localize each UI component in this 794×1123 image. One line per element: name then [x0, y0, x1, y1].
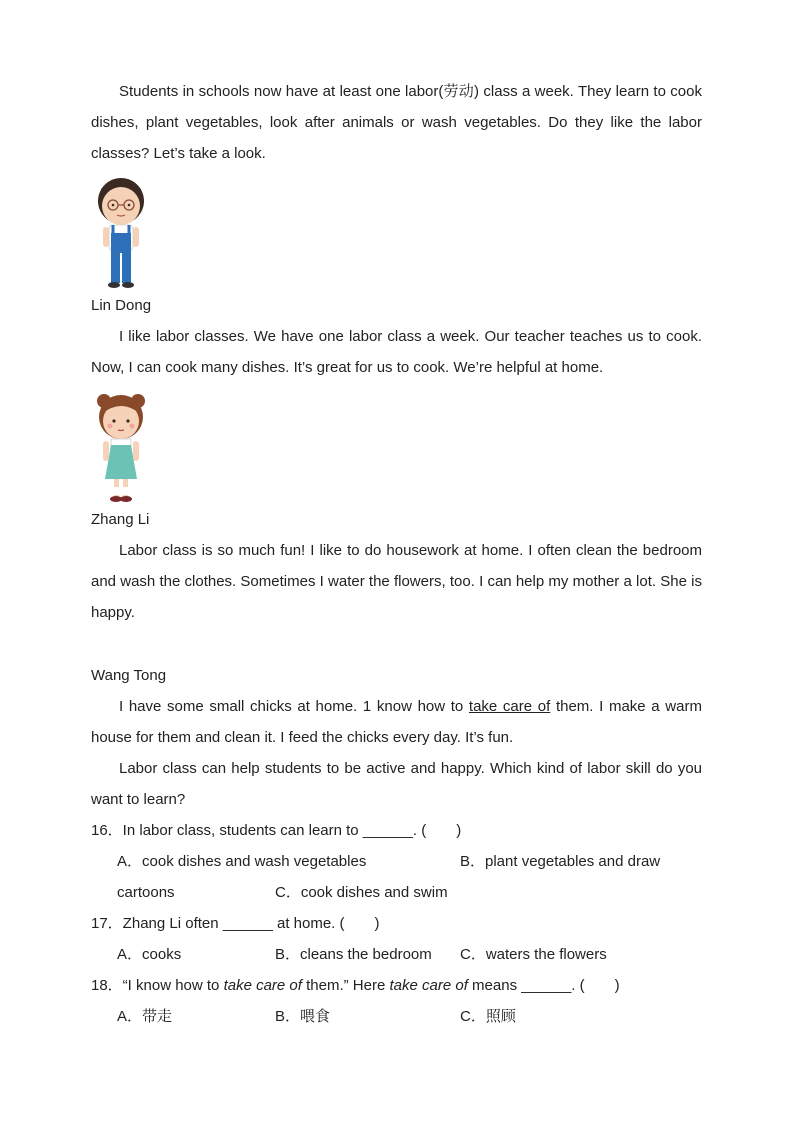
girl-illustration — [91, 389, 151, 504]
option-a[interactable]: A．cook dishes and wash vegetables — [117, 853, 367, 870]
question-16-options — [117, 846, 702, 908]
text-segment: 18．“I know how to — [91, 977, 224, 994]
intro-paragraph: Students in schools now have at least one labor(劳动) class a week. They learn to cook dishes, plant vegetables, look after animals or wash vegetables. Do they like the labor classes? Let’s take a look. — [91, 83, 702, 162]
question-17-stem: 17．Zhang Li often ______ at home. ( ) — [91, 915, 380, 932]
speaker-name: Wang Tong — [91, 667, 167, 684]
italic-phrase: take care of — [389, 977, 468, 994]
speaker-paragraph: Labor class is so much fun! I like to do housework at home. I often clean the bedroom and wash the clothes. Sometimes I water the flowers, too. I can help my mother a lot. She is happy. — [91, 542, 702, 621]
boy-illustration — [91, 175, 151, 290]
speaker-name: Lin Dong — [91, 297, 152, 314]
question-17-options — [117, 939, 702, 970]
option-b[interactable]: B．cleans the bedroom — [275, 946, 432, 963]
text-segment: I have some small chicks at home. 1 know how to — [119, 698, 469, 715]
option-a[interactable]: A．带走 — [117, 1008, 173, 1025]
option-a[interactable]: A．cooks — [117, 946, 182, 963]
speaker-paragraph: I like labor classes. We have one labor class a week. Our teacher teaches us to cook. Now, I can cook many dishes. It’s great for us to cook. We’re helpful at home. — [91, 328, 702, 376]
closing-paragraph: Labor class can help students to be active and happy. Which kind of labor skill do you want to learn? — [91, 760, 702, 808]
option-c[interactable]: C．照顾 — [460, 1008, 516, 1025]
text-segment: means ______. ( ) — [467, 977, 620, 994]
question-18-stem — [91, 970, 702, 1001]
speaker-paragraph — [91, 691, 702, 753]
option-c[interactable]: C．cook dishes and swim — [275, 884, 448, 901]
option-b-continuation: cartoons — [117, 884, 175, 901]
option-c[interactable]: C．waters the flowers — [460, 946, 607, 963]
underlined-phrase: take care of — [468, 698, 551, 715]
speaker-name: Zhang Li — [91, 511, 150, 528]
question-16-stem: 16．In labor class, students can learn to ______. ( ) — [91, 822, 462, 839]
italic-phrase: take care of — [223, 977, 302, 994]
text-segment: them. I make a warm house for them and clean it. I feed the chicks every day. It’s fun. — [91, 698, 702, 746]
question-18-options — [117, 1001, 702, 1032]
option-b[interactable]: B．plant vegetables and draw — [460, 853, 661, 870]
image-placeholder-gap — [91, 628, 702, 660]
text-segment: them.” Here — [301, 977, 390, 994]
worksheet-page — [91, 76, 702, 1032]
option-b[interactable]: B．喂食 — [275, 1008, 331, 1025]
